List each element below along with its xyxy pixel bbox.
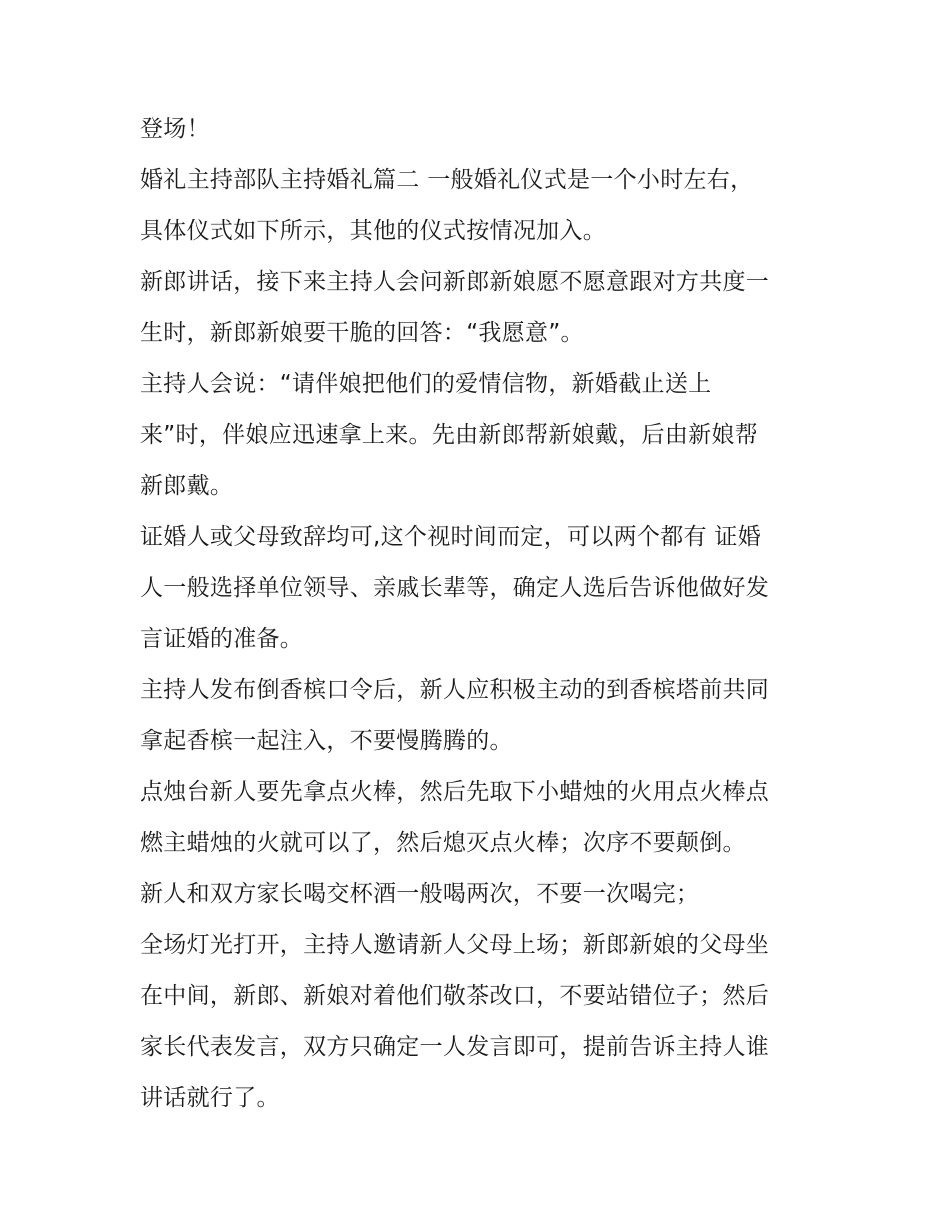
document-body <box>140 106 820 1126</box>
text-line: 人一般选择单位领导、亲戚长辈等，确定人选后告诉他做好发 <box>140 575 770 601</box>
text-line: 具体仪式如下所示，其他的仪式按情况加入。 <box>140 218 606 244</box>
text-line: 讲话就行了。 <box>140 1085 280 1111</box>
text-line: 拿起香槟一起注入，不要慢腾腾的。 <box>140 728 513 754</box>
text-line: 新郎戴。 <box>140 473 234 499</box>
text-line: 证婚人或父母致辞均可,这个视时间而定，可以两个都有 证婚 <box>140 524 762 550</box>
text-line: 来”时，伴娘应迅速拿上来。先由新郎帮新娘戴，后由新娘帮 <box>140 422 759 448</box>
text-line: 燃主蜡烛的火就可以了，然后熄灭点火棒；次序不要颠倒。 <box>140 830 746 856</box>
text-line: 主持人会说：“请伴娘把他们的爱情信物，新婚截止送上 <box>140 371 712 397</box>
text-line: 生时，新郎新娘要干脆的回答：“我愿意”。 <box>140 320 584 346</box>
text-line: 婚礼主持部队主持婚礼篇二 一般婚礼仪式是一个小时左右， <box>140 167 754 193</box>
text-line: 点烛台新人要先拿点火棒，然后先取下小蜡烛的火用点火棒点 <box>140 779 770 805</box>
text-line: 全场灯光打开，主持人邀请新人父母上场；新郎新娘的父母坐 <box>140 932 770 958</box>
text-line: 新郎讲话，接下来主持人会问新郎新娘愿不愿意跟对方共度一 <box>140 269 770 295</box>
text-line: 在中间，新郎、新娘对着他们敬茶改口，不要站错位子；然后 <box>140 983 770 1009</box>
text-line: 言证婚的准备。 <box>140 626 304 652</box>
text-line: 登场！ <box>140 116 210 142</box>
text-line: 家长代表发言，双方只确定一人发言即可，提前告诉主持人谁 <box>140 1034 770 1060</box>
text-line: 新人和双方家长喝交杯酒一般喝两次，不要一次喝完； <box>140 881 700 907</box>
text-line: 主持人发布倒香槟口令后，新人应积极主动的到香槟塔前共同 <box>140 677 770 703</box>
